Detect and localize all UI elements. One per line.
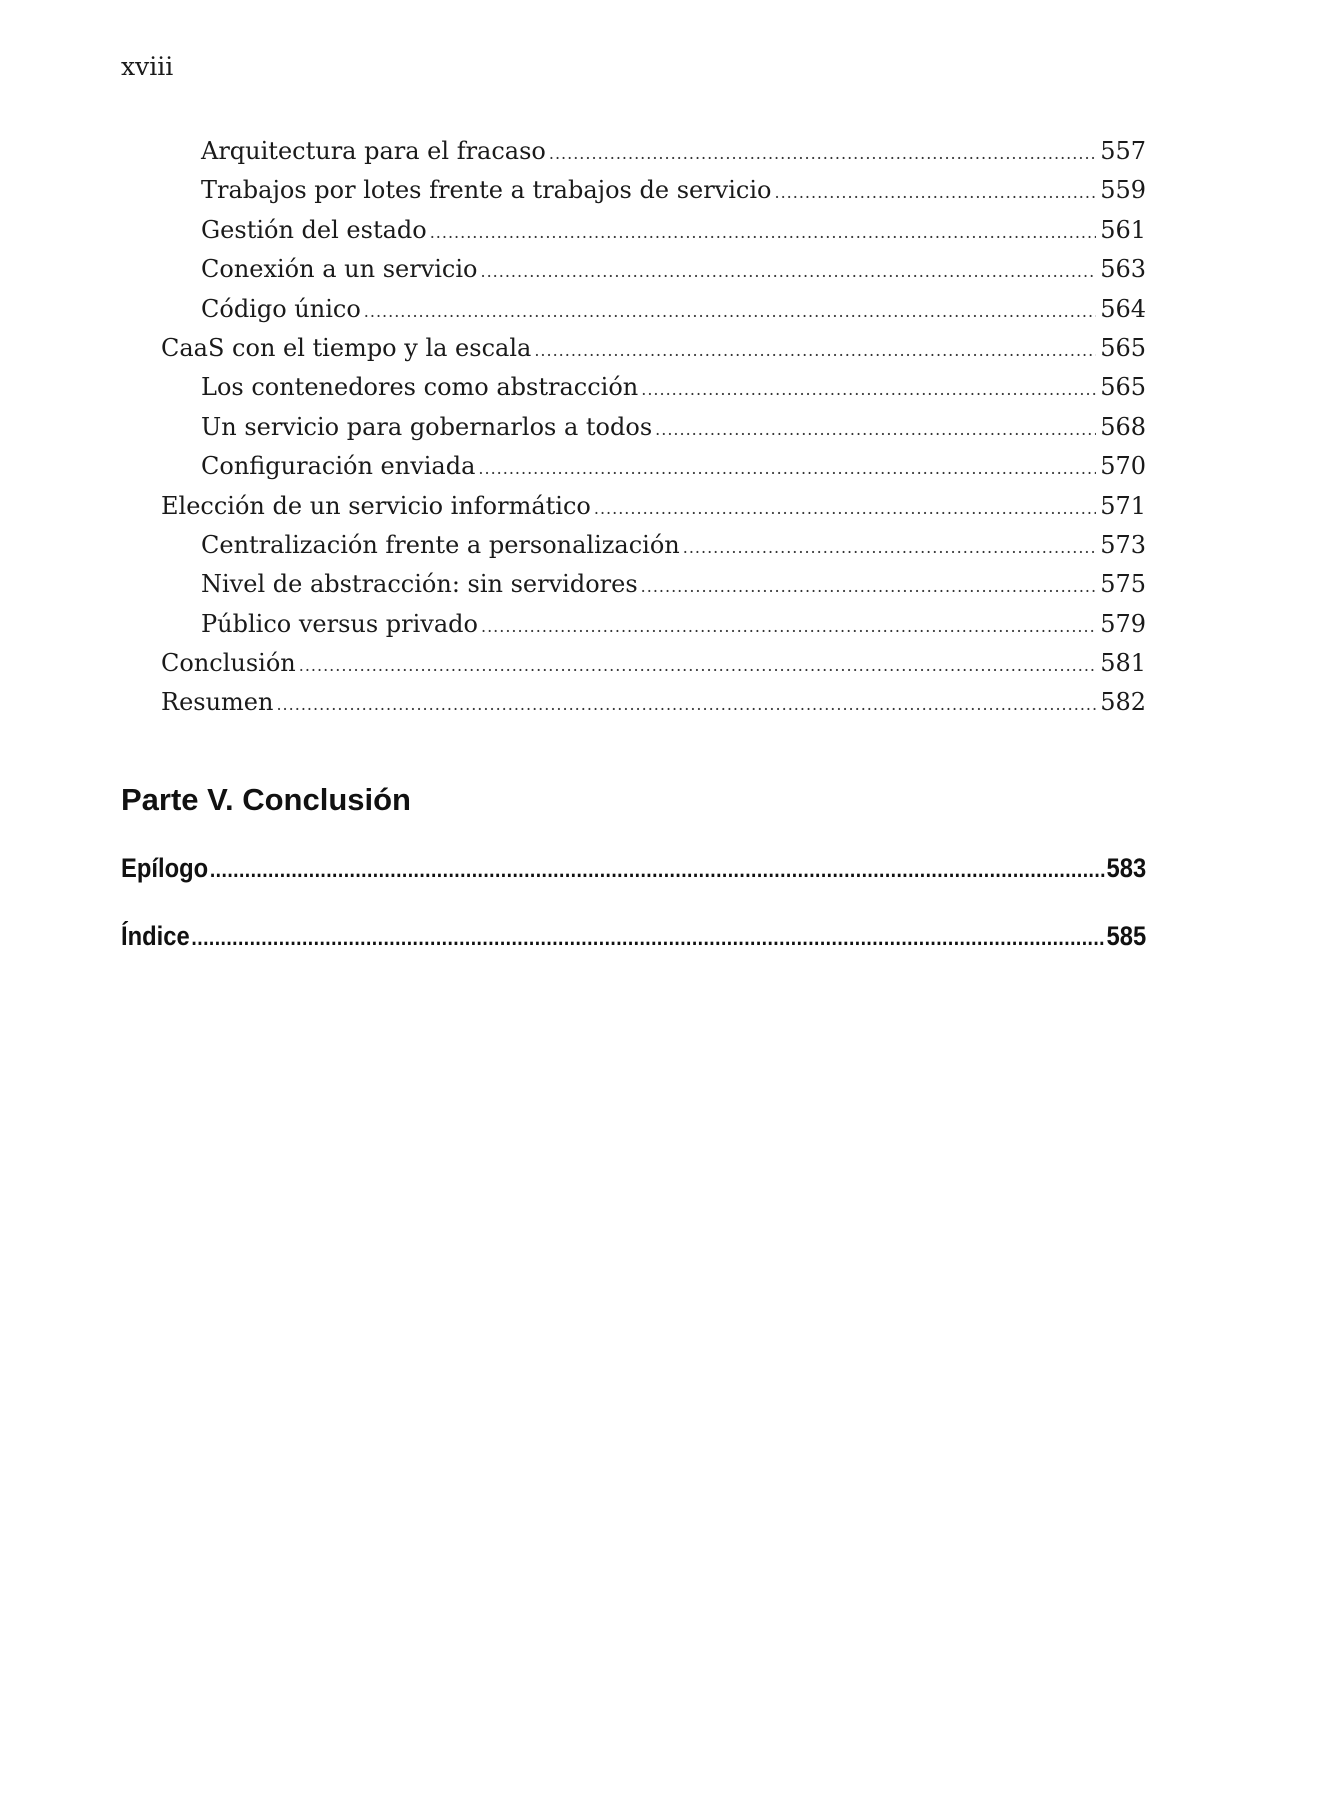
- dot-leader: [594, 487, 1096, 528]
- toc-entry-title: CaaS con el tiempo y la escala: [161, 333, 532, 362]
- chapter-page: 583: [1106, 853, 1147, 883]
- toc-entry[interactable]: [0, 644, 1337, 683]
- toc-entry-page: 570: [1100, 452, 1146, 481]
- toc-entry[interactable]: [0, 132, 1337, 171]
- toc-entry[interactable]: [0, 250, 1337, 289]
- chapter-title: Índice: [121, 921, 190, 951]
- toc-entry-page: 563: [1100, 255, 1146, 284]
- dot-leader: [641, 368, 1096, 409]
- toc-entry[interactable]: [0, 329, 1337, 368]
- toc-entry-title: Centralización frente a personalización: [201, 530, 680, 559]
- toc-entry[interactable]: [0, 605, 1337, 644]
- toc-entry-title: Arquitectura para el fracaso: [201, 137, 546, 165]
- toc-entry-page: 582: [1100, 688, 1146, 717]
- dot-leader: [191, 916, 1104, 958]
- toc-entry-title: Elección de un servicio informático: [161, 491, 591, 520]
- chapter-entry-epilogo[interactable]: [121, 848, 1146, 890]
- chapter-page: 585: [1106, 921, 1147, 951]
- dot-leader: [299, 644, 1096, 685]
- toc-entry-title: Nivel de abstracción: sin servidores: [201, 570, 638, 599]
- dot-leader: [481, 250, 1097, 291]
- toc-entry-title: Público versus privado: [201, 609, 478, 638]
- toc-entry-page: 575: [1100, 570, 1146, 599]
- toc-entry-page: 579: [1100, 609, 1146, 638]
- toc-entry[interactable]: [0, 211, 1337, 250]
- toc-entry-title: Conexión a un servicio: [201, 255, 478, 284]
- toc-entry-page: 564: [1100, 294, 1146, 323]
- dot-leader: [276, 683, 1096, 724]
- dot-leader: [655, 408, 1096, 449]
- toc-entry[interactable]: [0, 526, 1337, 565]
- toc-entry-page: 571: [1100, 491, 1146, 520]
- toc-entry-page: 557: [1100, 137, 1146, 165]
- toc-entry-title: Gestión del estado: [201, 215, 427, 244]
- toc-entry-page: 565: [1100, 373, 1146, 402]
- toc-entry-page: 568: [1100, 412, 1146, 441]
- toc-entry[interactable]: [0, 447, 1337, 486]
- toc-entry[interactable]: [0, 368, 1337, 407]
- dot-leader: [364, 290, 1096, 331]
- dot-leader: [430, 211, 1096, 252]
- dot-leader: [534, 329, 1096, 370]
- chapter-title: Epílogo: [121, 853, 209, 883]
- dot-leader: [774, 171, 1096, 212]
- dot-leader: [478, 447, 1096, 488]
- toc-entry-page: 581: [1100, 649, 1146, 678]
- toc-entry[interactable]: [0, 487, 1337, 526]
- chapter-entry-indice[interactable]: [121, 916, 1146, 958]
- toc-entry-title: Los contenedores como abstracción: [201, 373, 639, 402]
- toc-entry-title: Resumen: [161, 688, 274, 717]
- toc-entry-title: Un servicio para gobernarlos a todos: [201, 412, 653, 441]
- dot-leader: [210, 848, 1105, 890]
- dot-leader: [549, 132, 1096, 173]
- toc-entry-title: Configuración enviada: [201, 452, 476, 481]
- table-of-contents: [0, 132, 1337, 723]
- part-title: Parte V. Conclusión: [121, 782, 411, 817]
- toc-entry[interactable]: [0, 290, 1337, 329]
- toc-entry[interactable]: [0, 683, 1337, 722]
- dot-leader: [683, 526, 1096, 567]
- toc-entry[interactable]: [0, 565, 1337, 604]
- toc-entry-title: Conclusión: [161, 649, 296, 678]
- toc-entry-title: Código único: [201, 294, 361, 323]
- toc-entry-page: 573: [1100, 530, 1146, 559]
- toc-entry-title: Trabajos por lotes frente a trabajos de servicio: [201, 176, 772, 205]
- toc-entry-page: 565: [1100, 333, 1146, 362]
- toc-entry-page: 561: [1100, 215, 1146, 244]
- page-number: xviii: [121, 52, 174, 81]
- toc-entry-page: 559: [1100, 176, 1146, 205]
- toc-entry[interactable]: [0, 408, 1337, 447]
- dot-leader: [481, 605, 1096, 646]
- dot-leader: [641, 565, 1097, 606]
- toc-entry[interactable]: [0, 171, 1337, 210]
